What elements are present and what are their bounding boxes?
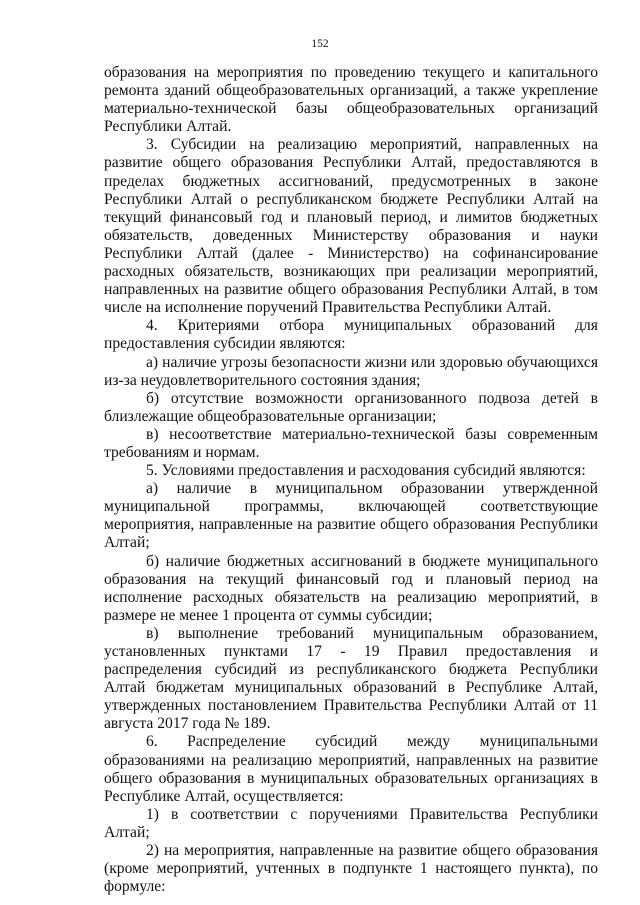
page-number: 152	[311, 38, 329, 50]
paragraph-1: образования на мероприятия по проведению текущего и капитального ремонта зданий общеобразовательных организаций, а также укрепление материально-технической базы общеобразовательных организаций Республики Алтай.	[104, 64, 598, 136]
paragraph-5: б) отсутствие возможности организованного подвоза детей в близлежащие общеобразовательные организации;	[104, 389, 598, 425]
paragraph-13: 2) на мероприятия, направленные на развитие общего образования (кроме мероприятий, учтенных в подпункте 1 настоящего пункта), по формуле:	[104, 842, 598, 896]
paragraph-12: 1) в соответствии с поручениями Правительства Республики Алтай;	[104, 805, 598, 841]
paragraph-8: а) наличие в муниципальном образовании утвержденной муниципальной программы, включающей соответствующие мероприятия, направленные на развитие общего образования Республики Алтай;	[104, 480, 598, 552]
paragraph-6: в) несоответствие материально-технической базы современным требованиям и нормам.	[104, 425, 598, 461]
paragraph-10: в) выполнение требований муниципальным образованием, установленных пунктами 17 - 19 Правил предоставления и распределения субсидий из республиканского бюджета Республики Алтай бюджетам муниципальных образований в Республике Алтай, утвержденных постановлением Правительства Республики Алтай от 11 августа 2017 года № 189.	[104, 624, 598, 733]
paragraph-11: 6. Распределение субсидий между муниципальными образованиями на реализацию мероприятий, направленных на развитие общего образования в муниципальных образовательных организациях в Республике Алтай, осуществляется:	[104, 733, 598, 805]
paragraph-3: 4. Критериями отбора муниципальных образований для предоставления субсидии являются:	[104, 317, 598, 353]
document-body	[104, 64, 598, 896]
paragraph-7: 5. Условиями предоставления и расходования субсидий являются:	[146, 462, 586, 480]
paragraph-4: а) наличие угрозы безопасности жизни или здоровью обучающихся из-за неудовлетворительного состояния здания;	[104, 353, 598, 389]
paragraph-2: 3. Субсидии на реализацию мероприятий, направленных на развитие общего образования Республики Алтай, предоставляются в пределах бюджетных ассигнований, предусмотренных в законе Республики Алтай о республиканском бюджете Республики Алтай на текущий финансовый год и плановый период, и лимитов бюджетных обязательств, доведенных Министерству образования и науки Республики Алтай (далее - Министерство) на софинансирование расходных обязательств, возникающих при реализации мероприятий, направленных на развитие общего образования Республики Алтай, в том числе на исполнение поручений Правительства Республики Алтай.	[104, 136, 598, 317]
paragraph-9: б) наличие бюджетных ассигнований в бюджете муниципального образования на текущий финансовый год и плановый период на исполнение расходных обязательств на реализацию мероприятий, в размере не менее 1 процента от суммы субсидии;	[104, 552, 598, 624]
